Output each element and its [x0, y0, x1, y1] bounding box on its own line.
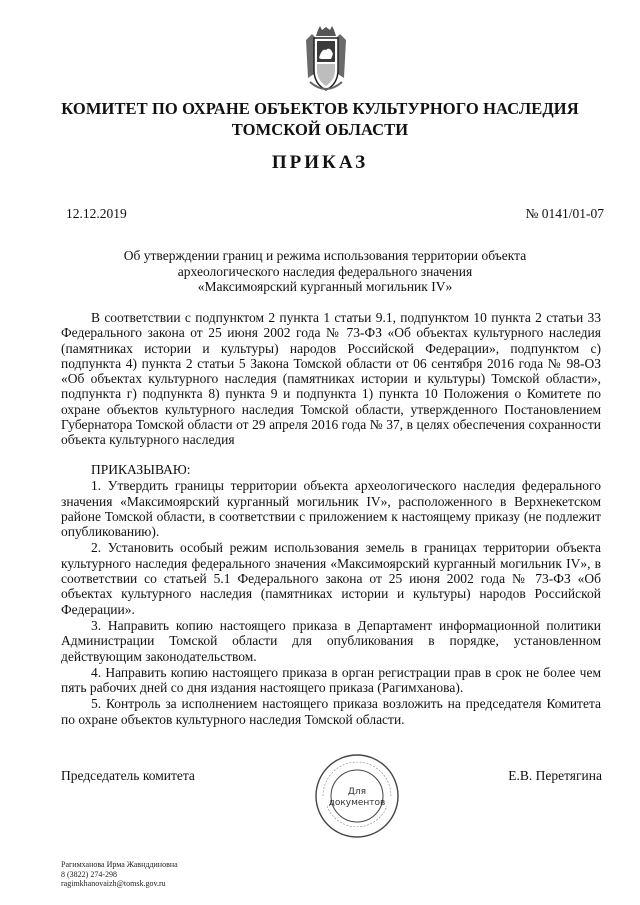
- order-item-2: 2. Установить особый режим использования земель в границах территории объекта культурного наследия федерального значения «Максимоярский курганный могильник IV», в соответствии со статьей 5.1 Федерального закона от 25 июня 2002 года № 73-ФЗ «Об объектах культурного наследия (памятниках истории и культуры) народов Российской Федерации».: [61, 540, 601, 617]
- contact-phone: 8 (3822) 274-298: [61, 869, 117, 879]
- order-items: [61, 462, 601, 728]
- document-number: № 0141/01-07: [525, 206, 604, 221]
- organization-name: [0, 98, 640, 140]
- coat-of-arms-icon: [300, 26, 352, 94]
- order-item-3: 3. Направить копию настоящего приказа в Департамент информационной политики Администрации Томской области для опубликования в порядке, установленном действующим законодательством.: [61, 617, 601, 664]
- stamp-icon: [313, 752, 401, 840]
- document-type: ПРИКАЗ: [271, 152, 369, 173]
- contact-email: ragimkhanovaizh@tomsk.gov.ru: [61, 879, 166, 888]
- order-item-5: 5. Контроль за исполнением настоящего приказа возложить на председателя Комитета по охране объектов культурного наследия Томской области.: [61, 696, 601, 727]
- signatory-position: Председатель комитета: [61, 768, 195, 783]
- contact-info: [61, 860, 178, 889]
- order-item-1: 1. Утвердить границы территории объекта археологического наследия федерального значения «Максимоярский курганный могильник IV», расположенного в Верхнекетском районе Томской области, в соответствии с приложением к настоящему приказу (не подлежит опубликованию).: [61, 478, 601, 540]
- subject-line-3: «Максимоярский курганный могильник IV»: [197, 279, 453, 294]
- contact-name: Рагимханова Ирма Жавнддиновна: [61, 860, 178, 869]
- document-date: 12.12.2019: [66, 206, 127, 221]
- legal-basis-text: В соответствии с подпунктом 2 пункта 1 статьи 9.1, подпунктом 10 пункта 2 статьи 33 Федерального закона от 25 июня 2002 года № 73-ФЗ «Об объектах культурного наследия (памятниках истории и культуры) народов Российской Федерации», подпунктом с) подпункта 4) пункта 2 статьи 5 Закона Томской области от 06 сентября 2016 года № 98-ОЗ «Об объектах культурного наследия (памятниках истории и культуры) Томской области», подпункта г) подпункта 8) пункта 9 и подпункта 1) пункта 10 Положения о Комитете по охране объектов культурного наследия Томской области, утвержденного Постановлением Губернатора Томской области от 29 апреля 2016 года № 37, в целях обеспечения сохранности объекта культурного наследия: [61, 310, 601, 448]
- subject-line-2: археологического наследия федерального значения: [177, 263, 473, 279]
- order-heading: ПРИКАЗЫВАЮ:: [91, 462, 191, 477]
- subject-line-1: Об утверждении границ и режима использования территории объекта: [123, 248, 527, 263]
- document-subject: [60, 248, 590, 295]
- org-line-2: ТОМСКОЙ ОБЛАСТИ: [231, 120, 409, 139]
- legal-basis: [61, 310, 601, 448]
- signatory-name: Е.В. Перетягина: [508, 768, 602, 783]
- org-line-1: КОМИТЕТ ПО ОХРАНЕ ОБЪЕКТОВ КУЛЬТУРНОГО НАСЛЕДИЯ: [61, 99, 579, 118]
- order-item-4: 4. Направить копию настоящего приказа в орган регистрации прав в срок не более чем пять рабочих дней со дня издания настоящего приказа (Рагимханова).: [61, 664, 601, 696]
- stamp-text: Для документов: [328, 787, 386, 808]
